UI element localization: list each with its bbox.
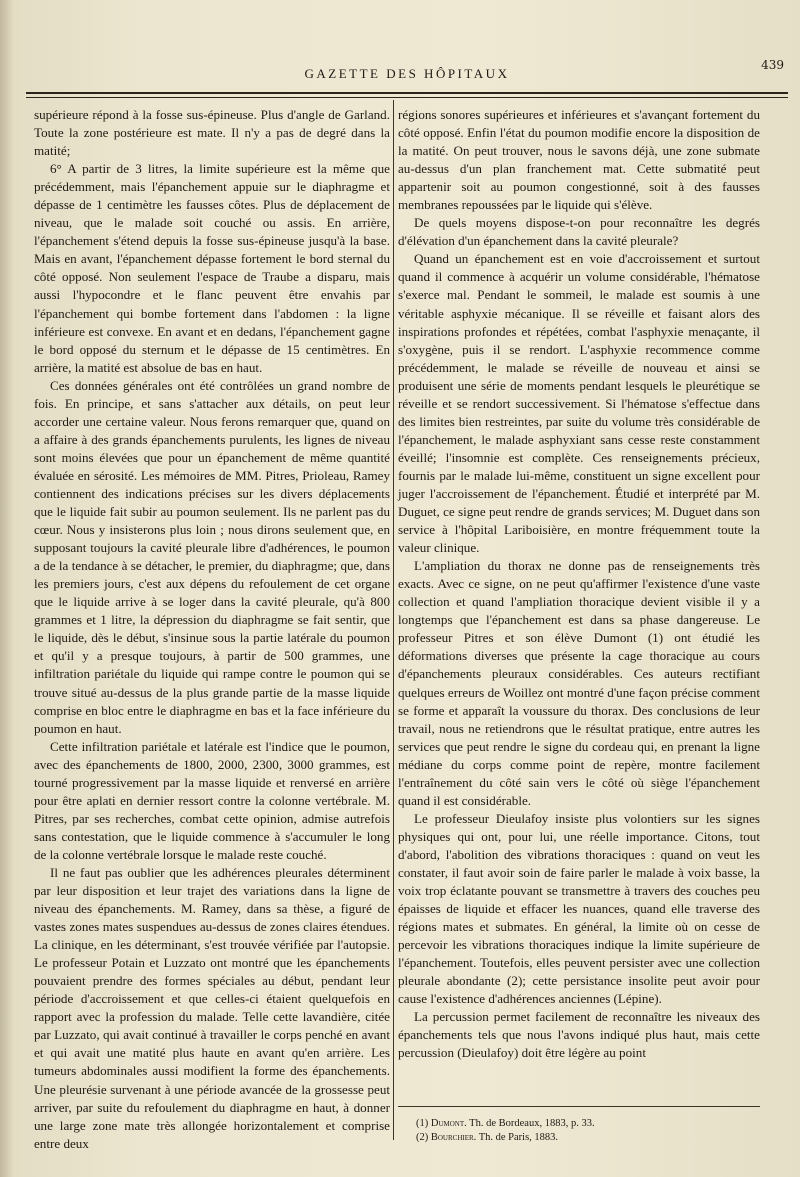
paragraph: De quels moyens dispose-t-on pour reconnaître les degrés d'élévation d'un épanchement dans la cavité pleurale? [398, 215, 760, 249]
column-divider [393, 100, 394, 1140]
page-number: 439 [761, 58, 784, 72]
left-column [34, 106, 390, 1153]
footnote-2 [416, 1131, 760, 1145]
footnote-marker: (1) [416, 1118, 429, 1129]
journal-title: GAZETTE DES HÔPITAUX [304, 66, 510, 81]
footnotes [416, 1117, 760, 1145]
footnote-author: Bourchier. [430, 1132, 477, 1143]
header-rule [26, 92, 788, 94]
footnote-marker: (2) [416, 1132, 429, 1143]
paragraph: Cette infiltration pariétale et latérale est l'indice que le poumon, avec des épanchements de 1800, 2000, 2300, 3000 grammes, est tourné progressivement par la masse liquide et renversé en arrière pour être aplati en dernier ressort contre la colonne vertébrale. M. Pitres, par ses recherches, combat cette opinion, admise autrefois sans contestation, que le liquide commence à s'accumuler le long de la colonne vertébrale lorsque le malade reste couché. [34, 738, 390, 862]
paragraph: Quand un épanchement est en voie d'accroissement et surtout quand il commence à acquérir un volume considérable, l'hématose s'exerce mal. Pendant le sommeil, le malade est soumis à une véritable asphyxie mécanique. Il se réveille et faisant alors des inspirations profondes et répétées, combat l'asphyxie menaçante, il s'oxygène, puis il se rendort. L'asphyxie recommence comme précédemment, le malade se réveille de nouveau et ainsi se produisent une série de moments pendant lesquels le pleurétique se réveille et se rendort successivement. Si l'hématose s'effectue dans des limites bien restreintes, par suite du volume très considérable de l'épanchement, le malade asphyxiant sans cesse reste constamment éveillé; l'insomnie est complète. Ces renseignements précieux, fournis par le malade lui-même, constituent un signe excellent pour juger l'accroissement de l'épanchement. Étudié et interprété par M. Duguet, ce signe peut rendre de grands services; M. Duguet dans son service à l'hôpital Lariboisière, en montre fréquemment toute la valeur clinique. [398, 251, 760, 556]
paragraph: Ces données générales ont été contrôlées un grand nombre de fois. En principe, et sans s'attacher aux détails, on peut leur accorder une certaine valeur. Nous ferons remarquer que, quand on a affaire à des grands épanchements purulents, les lignes de niveau sont moins élevées que pour un épanchement de même quantité évaluée en sérosité. Les mémoires de MM. Pitres, Prioleau, Ramey contiennent des indications précises sur les divers déplacements que le liquide fait subir au poumon seulement. Ils ne parlent pas du cœur. Nous y insisterons plus loin ; nous dirons seulement que, en supposant toujours la cavité pleurale libre d'adhérences, le poumon a de la tendance à se détacher, le premier, du diaphragme; que, dans les premiers jours, c'est aux dépens du refoulement de cet organe que le liquide arrive à se loger dans la cavité pleurale, qu'à 800 grammes et 1 litre, la dépression du diaphragme se fait sentir, que le liquide, dès le début, s'insinue sous la partie latérale du poumon et qu'il y a presque toujours, à partir de 500 grammes, une infiltration pariétale du liquide qui rampe contre le poumon qui se trouve situé au-dessus de la plus grande partie de la masse liquide comprise en bloc entre le diaphragme en bas et la face inférieure du poumon en haut. [34, 377, 390, 736]
footnote-author: Dumont. [430, 1118, 467, 1129]
paragraph: L'ampliation du thorax ne donne pas de renseignements très exacts. Avec ce signe, on ne peut qu'affirmer l'existence d'une vaste collection et quand l'ampliation thoracique devient visible il y a longtemps que l'épanchement est dans sa phase dangereuse. Le professeur Pitres et son élève Dumont (1) ont étudié les déformations diverses que présente la cage thoracique au cours d'épanchements pleuraux considérables. Ces auteurs rectifiant quelques erreurs de Woillez ont montré d'une façon précise comment se forme et apparaît la voussure du thorax. Des conclusions de leur travail, nous ne retiendrons que le résultat pratique, entre autres les services que peut rendre le signe du cordeau qui, en prenant la ligne médiane du corps comme point de repère, montre facilement l'entraînement du côté sain vers le côté où siège l'épanchement quand il est considérable. [398, 558, 760, 808]
paragraph: 6° A partir de 3 litres, la limite supérieure est la même que précédemment, mais l'épanchement appuie sur le diaphragme et dépasse de 1 centimètre les fausses côtes. Plus de déplacement de niveau, que le malade soit couché ou assis. En arrière, l'épanchement s'étend depuis la fosse sus-épineuse jusqu'à la base. Mais en avant, l'épanchement dépasse fortement le bord sternal du côté opposé. Non seulement l'espace de Traube a disparu, mais aussi l'hypocondre et le flanc peuvent être envahis par l'épanchement qui bombe fortement dans l'abdomen : la ligne inférieure est convexe. En avant et en dedans, l'épanchement gagne le bord opposé du sternum et le dépasse de 15 centimètres. En arrière, la matité est absolue de bas en haut. [34, 161, 390, 375]
paragraph: La percussion permet facilement de reconnaître les niveaux des épanchements tels que nous l'avons indiqué plus haut, mais cette percussion (Dieulafoy) doit être légère au point [398, 1009, 760, 1061]
footnote-rule [398, 1106, 760, 1107]
binding-shadow [0, 0, 14, 1177]
page-header [26, 58, 788, 88]
paragraph: Le professeur Dieulafoy insiste plus volontiers sur les signes physiques qui ont, pour lui, une réelle importance. Citons, tout d'abord, l'abolition des vibrations thoraciques : quand on veut les constater, il faut avoir soin de faire parler le malade à voix basse, la voix trop éclatante pouvant se transmettre à travers des couches peu épaisses de liquide et effacer les nuances, quand elle traverse des régions mates et submates. En général, la limite où on cesse de percevoir les vibrations thoraciques indique la limite supérieure de l'épanchement. Toutefois, elles peuvent persister avec une collection pleurale abondante (2); cette persistance insolite peut avoir pour cause l'existence d'adhérences anciennes (Lépine). [398, 810, 760, 1007]
footnote-text: Th. de Bordeaux, 1883, p. 33. [466, 1118, 595, 1129]
right-column [398, 106, 760, 1062]
footnote-1 [416, 1117, 760, 1131]
header-rule-thin [26, 97, 788, 98]
footnote-text: Th. de Paris, 1883. [476, 1132, 559, 1143]
paragraph: Il ne faut pas oublier que les adhérences pleurales déterminent par leur disposition et leur trajet des variations dans la ligne de niveau des épanchements. M. Ramey, dans sa thèse, a figuré de vastes zones mates suspendues au-dessus de zones claires étendues. La clinique, en les déterminant, s'est trouvée vérifiée par l'autopsie. Le professeur Potain et Luzzato ont montré que les épanchements pouvaient prendre des formes spéciales au début, pendant leur période d'accroissement et que celles-ci étaient quelquefois en rapport avec la profession du malade. Telle cette lavandière, citée par Luzzato, qui avait continué à travailler le corps penché en avant et qui avait une matité plus haute en avant qu'en arrière. Les tumeurs abdominales aussi modifient la forme des épanchements. Une pleurésie survenant à une période avancée de la grossesse peut arriver, par suite du refoulement du diaphragme en haut, à donner une large zone mate très allongée horizontalement et comprise entre deux [34, 864, 390, 1151]
paragraph: régions sonores supérieures et inférieures et s'avançant fortement du côté opposé. Enfin l'état du poumon modifie encore la disposition de la matité. On peut trouver, nous le savons déjà, une zone submate au-dessus d'un plan franchement mat. Cette submatité peut appartenir soit au poumon congestionné, soit à des fausses membranes repoussées par le liquide qui s'élève. [398, 107, 760, 213]
paragraph: supérieure répond à la fosse sus-épineuse. Plus d'angle de Garland. Toute la zone postérieure est mate. Il n'y a pas de degré dans la matité; [34, 107, 390, 159]
